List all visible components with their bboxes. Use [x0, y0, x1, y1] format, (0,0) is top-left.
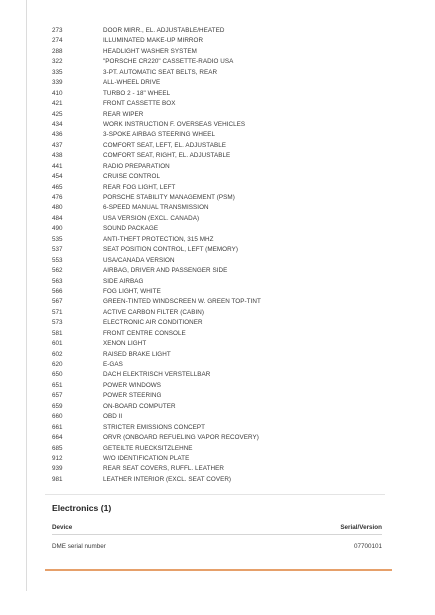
option-code: 981 [52, 475, 63, 483]
option-description: ORVR (ONBOARD REFUELING VAPOR RECOVERY) [103, 434, 259, 442]
option-description: ACTIVE CARBON FILTER (CABIN) [103, 308, 204, 316]
option-code: 562 [52, 267, 63, 275]
list-item [52, 214, 392, 224]
list-item [52, 329, 392, 339]
option-code: 620 [52, 361, 63, 368]
option-description: SOUND PACKAGE [103, 225, 159, 233]
option-code: 939 [52, 465, 63, 473]
option-code: 288 [52, 47, 63, 55]
option-code: 660 [52, 413, 63, 421]
option-code: 535 [52, 235, 63, 243]
option-code: 651 [52, 381, 63, 389]
list-item [52, 464, 392, 474]
list-item [52, 339, 392, 349]
list-item [52, 287, 392, 297]
option-description: HEADLIGHT WASHER SYSTEM [103, 47, 197, 55]
option-code: 410 [52, 89, 63, 97]
option-description: PORSCHE STABILITY MANAGEMENT (PSM) [103, 194, 235, 201]
option-description: POWER WINDOWS [103, 381, 162, 389]
list-item [52, 308, 392, 318]
option-code: 650 [52, 371, 63, 379]
option-description: AIRBAG, DRIVER AND PASSENGER SIDE [103, 267, 228, 275]
electronics-table-header [52, 521, 382, 533]
option-code: 912 [52, 454, 63, 462]
list-item [52, 89, 392, 99]
option-code: 659 [52, 402, 63, 410]
list-item [52, 78, 392, 88]
list-item [52, 266, 392, 276]
option-description: COMFORT SEAT, RIGHT, EL. ADJUSTABLE [103, 152, 231, 160]
option-description: REAR SEAT COVERS, RUFFL. LEATHER [103, 465, 224, 473]
option-description: 3-SPOKE AIRBAG STEERING WHEEL [103, 131, 216, 139]
list-item [52, 391, 392, 401]
option-description: SIDE AIRBAG [103, 277, 144, 285]
table-header-divider [52, 534, 382, 535]
list-item [52, 412, 392, 422]
option-code: 664 [52, 434, 63, 442]
option-code: 273 [52, 27, 63, 34]
option-description: ANTI-THEFT PROTECTION, 315 MHZ [103, 235, 214, 243]
option-description: USA VERSION (EXCL. CANADA) [103, 214, 200, 222]
list-item [52, 99, 392, 109]
list-item [52, 36, 392, 46]
option-description: ILLUMINATED MAKE-UP MIRROR [103, 37, 204, 45]
option-code: 566 [52, 287, 63, 295]
device-column-header: Device [52, 523, 73, 531]
option-code: 438 [52, 152, 63, 160]
option-description: E-GAS [103, 361, 123, 368]
option-code: 490 [52, 225, 63, 233]
option-description: FRONT CENTRE CONSOLE [103, 329, 186, 337]
option-code: 571 [52, 308, 63, 316]
option-description: GREEN-TINTED WINDSCREEN W. GREEN TOP-TINT [103, 298, 261, 306]
option-description: OBD II [103, 413, 123, 421]
option-description: ELECTRONIC AIR CONDITIONER [103, 319, 203, 327]
option-code: 476 [52, 194, 63, 201]
option-description: POWER STEERING [103, 392, 162, 400]
option-code-list [52, 26, 392, 485]
option-code: 434 [52, 120, 63, 128]
option-code: 339 [52, 79, 63, 87]
option-code: 437 [52, 141, 63, 149]
table-row [52, 540, 382, 552]
option-code: 573 [52, 319, 63, 327]
list-item [52, 26, 392, 36]
list-item [52, 256, 392, 266]
list-item [52, 172, 392, 182]
option-code: 425 [52, 110, 63, 118]
option-description: RAISED BRAKE LIGHT [103, 350, 171, 358]
option-code: 537 [52, 246, 63, 254]
option-code: 454 [52, 173, 63, 181]
accent-divider [45, 569, 392, 571]
option-description: LEATHER INTERIOR (EXCL. SEAT COVER) [103, 475, 232, 483]
option-code: 563 [52, 277, 63, 285]
option-description: XENON LIGHT [103, 340, 147, 348]
list-item [52, 370, 392, 380]
list-item [52, 423, 392, 433]
option-code: 441 [52, 162, 63, 170]
option-description: ON-BOARD COMPUTER [103, 402, 176, 410]
option-description: FOG LIGHT, WHITE [103, 287, 161, 295]
option-description: FRONT CASSETTE BOX [103, 100, 176, 108]
option-code: 335 [52, 68, 63, 76]
option-description: COMFORT SEAT, LEFT, EL. ADJUSTABLE [103, 141, 227, 149]
list-item [52, 110, 392, 120]
list-item [52, 224, 392, 234]
list-item [52, 277, 392, 287]
list-item [52, 151, 392, 161]
option-code: 274 [52, 37, 63, 45]
option-description: CRUISE CONTROL [103, 173, 161, 181]
list-item [52, 381, 392, 391]
option-code: 421 [52, 100, 63, 108]
list-item [52, 402, 392, 412]
option-description: "PORSCHE CR220" CASSETTE-RADIO USA [103, 58, 234, 66]
list-item [52, 141, 392, 151]
list-item [52, 433, 392, 443]
option-description: REAR FOG LIGHT, LEFT [103, 183, 176, 191]
section-divider [45, 494, 385, 495]
option-code: 601 [52, 340, 63, 348]
list-item [52, 297, 392, 307]
list-item [52, 360, 392, 370]
option-code: 465 [52, 183, 63, 191]
list-item [52, 57, 392, 67]
option-code: 657 [52, 392, 63, 400]
list-item [52, 475, 392, 485]
option-description: DACH ELEKTRISCH VERSTELLBAR [103, 371, 211, 379]
option-description: STRICTER EMISSIONS CONCEPT [103, 423, 206, 431]
option-description: GETEILTE RUECKSITZLEHNE [103, 444, 193, 452]
list-item [52, 454, 392, 464]
option-code: 661 [52, 423, 63, 431]
option-description: DOOR MIRR., EL. ADJUSTABLE/HEATED [103, 27, 225, 34]
option-description: 6-SPEED MANUAL TRANSMISSION [103, 204, 209, 212]
option-code: 553 [52, 256, 63, 264]
list-item [52, 130, 392, 140]
list-item [52, 350, 392, 360]
option-code: 567 [52, 298, 63, 306]
option-code: 484 [52, 214, 63, 222]
option-description: W/O IDENTIFICATION PLATE [103, 454, 190, 462]
option-description: REAR WIPER [103, 110, 144, 118]
list-item [52, 68, 392, 78]
option-code: 685 [52, 444, 63, 452]
serial-cell: 07700101 [353, 542, 382, 550]
option-description: SEAT POSITION CONTROL, LEFT (MEMORY) [103, 246, 238, 254]
list-item [52, 318, 392, 328]
list-item [52, 47, 392, 57]
serial-column-header: Serial/Version [340, 523, 382, 531]
option-description: USA/CANADA VERSION [103, 256, 175, 264]
option-description: 3-PT. AUTOMATIC SEAT BELTS, REAR [103, 68, 218, 76]
page-left-rule [26, 0, 27, 591]
list-item [52, 245, 392, 255]
device-cell: DME serial number [52, 542, 106, 550]
option-description: WORK INSTRUCTION F. OVERSEAS VEHICLES [103, 120, 246, 128]
option-description: TURBO 2 - 18" WHEEL [103, 89, 171, 97]
option-description: ALL-WHEEL DRIVE [103, 79, 161, 87]
option-code: 602 [52, 350, 63, 358]
option-code: 581 [52, 329, 63, 337]
option-code: 322 [52, 58, 63, 66]
list-item [52, 203, 392, 213]
list-item [52, 120, 392, 130]
list-item [52, 162, 392, 172]
list-item [52, 235, 392, 245]
option-description: RADIO PREPARATION [103, 162, 170, 170]
electronics-section-title: Electronics (1) [52, 503, 112, 513]
list-item [52, 444, 392, 454]
option-code: 436 [52, 131, 63, 139]
list-item [52, 183, 392, 193]
option-code: 480 [52, 204, 63, 212]
list-item [52, 193, 392, 203]
